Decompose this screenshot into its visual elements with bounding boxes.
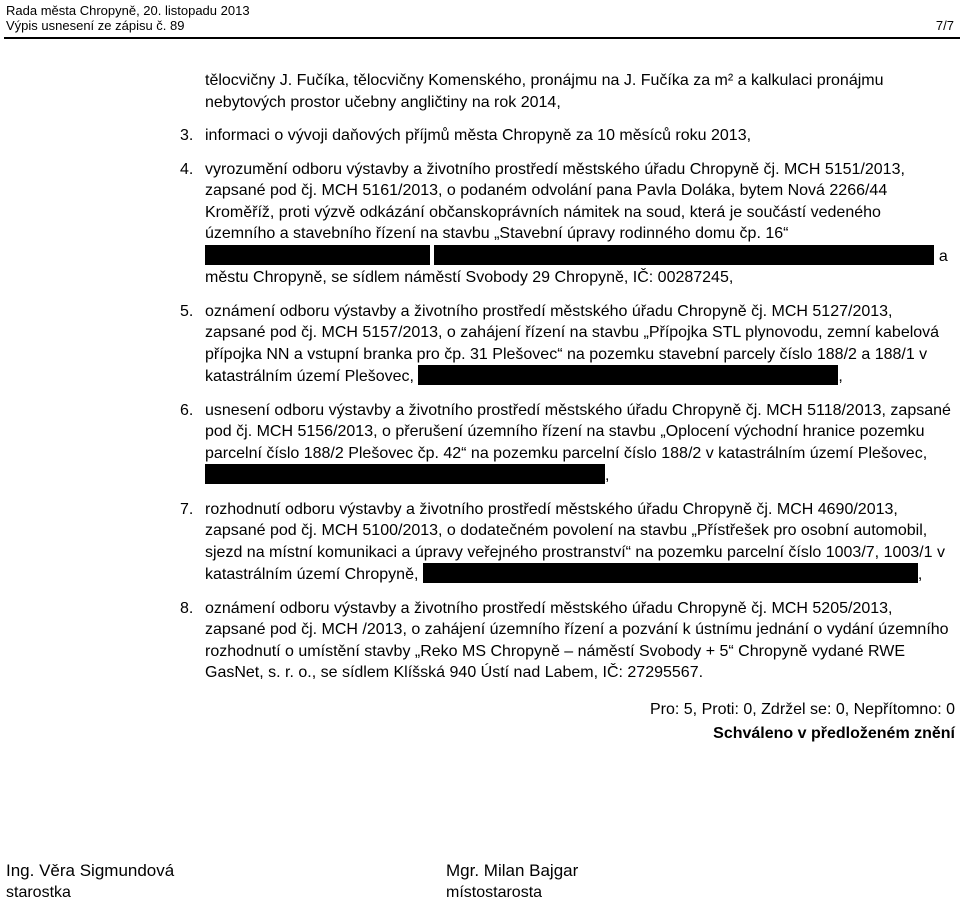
redaction-bar <box>418 365 838 385</box>
list-item <box>180 400 955 487</box>
page-header <box>6 3 958 33</box>
item-text: oznámení odboru výstavby a životního prostředí městského úřadu Chropyně čj. MCH 5127/2013, zapsané pod čj. MCH 5157/2013, o zahájení řízení na stavbu „Přípojka STL plynovodu, zemní kabelová přípojka NN a vstupní branka pro čp. 31 Plešovec“ na pozemku stavební parcely číslo 188/2 a 188/1 v katastrálním území Plešovec, <box>205 302 940 385</box>
list-item <box>180 125 955 147</box>
document-body <box>180 70 955 746</box>
item-text: vyrozumění odboru výstavby a životního prostředí městského úřadu Chropyně čj. MCH 5151/2013, zapsané pod čj. MCH 5161/2013, o podaném odvolání pana Pavla Doláka, bytem Nová 2266/44 Kroměříž, proti výzvě odkázání občanskoprávních námitek na soud, která je součástí vedeného územního a stavebního řízení na stavbu „Stavební úpravy rodinného domu čp. 16“ <box>205 160 905 242</box>
item-text: informaci o vývoji daňových příjmů města Chropyně za 10 měsíců roku 2013, <box>205 127 752 144</box>
item-number: 3. <box>180 127 194 144</box>
signature-mayor <box>6 860 174 904</box>
item-text-continued: , <box>838 368 843 385</box>
redaction-bar <box>205 464 605 484</box>
list-item <box>180 598 955 684</box>
item-number: 5. <box>180 302 194 320</box>
list-item <box>180 499 955 586</box>
vote-result <box>180 698 955 746</box>
header-minutes-title: Výpis usnesení ze zápisu č. 89 <box>6 18 185 33</box>
page-number: 7/7 <box>935 18 954 33</box>
item-text-continued: a městu Chropyně, se sídlem náměstí Svobody 29 Chropyně, IČ: 00287245, <box>205 247 948 286</box>
redaction-bar <box>434 245 934 265</box>
item-number: 4. <box>180 160 194 178</box>
list-item <box>180 301 955 388</box>
list-item <box>180 159 955 289</box>
item-number: 7. <box>180 500 194 518</box>
redaction-bar <box>423 563 918 583</box>
signatory-role: místostarosta <box>446 884 543 901</box>
intro-continuation: tělocvičny J. Fučíka, tělocvičny Komenského, pronájmu na J. Fučíka za m² a kalkulaci pronájmu nebytových prostor učebny angličtiny na rok 2014, <box>205 72 884 111</box>
vote-tally: Pro: 5, Proti: 0, Zdržel se: 0, Nepřítomno: 0 <box>649 700 955 718</box>
item-text-continued: , <box>605 467 610 484</box>
header-divider <box>4 37 960 39</box>
item-text: rozhodnutí odboru výstavby a životního prostředí městského úřadu Chropyně čj. MCH 4690/2013, zapsané pod čj. MCH 5100/2013, o dodatečném povolení na stavbu „Přístřešek pro osobní automobil, sjezd na místní komunikaci a úpravy veřejného prostranství“ na pozemku parcelní číslo 1003/7, 1003/1 v katastrálním území Chropyně, <box>205 500 945 583</box>
item-text: oznámení odboru výstavby a životního prostředí městského úřadu Chropyně čj. MCH 5205/2013, zapsané pod čj. MCH /2013, o zahájení územního řízení a pozvání k ústnímu jednání o vydání územního rozhodnutí o umístění stavby „Reko MS Chropyně – náměstí Svobody + 5“ Chropyně vydané RWE GasNet, s. r. o., se sídlem Klíšská 940 Ústí nad Labem, IČ: 27295567. <box>205 599 949 681</box>
redaction-bar <box>205 245 430 265</box>
item-number: 8. <box>180 599 194 617</box>
item-text-continued: , <box>917 566 923 583</box>
header-council-date: Rada města Chropyně, 20. listopadu 2013 <box>6 3 250 18</box>
signatory-name: Mgr. Milan Bajgar <box>446 861 579 880</box>
signatory-name: Ing. Věra Sigmundová <box>6 861 175 880</box>
item-number: 6. <box>180 401 194 419</box>
approval-status: Schváleno v předloženém znění <box>713 724 955 742</box>
item-text: usnesení odboru výstavby a životního prostředí městského úřadu Chropyně čj. MCH 5118/2013, zapsané pod čj. MCH 5156/2013, o přerušení územního řízení na stavbu „Oplocení východní hranice pozemku parcelní číslo 188/2 Plešovec čp. 42“ na pozemku parcelní číslo 188/2 v katastrálním území Plešovec, <box>205 401 951 462</box>
signature-deputy-mayor <box>446 860 578 904</box>
signatory-role: starostka <box>6 884 71 901</box>
